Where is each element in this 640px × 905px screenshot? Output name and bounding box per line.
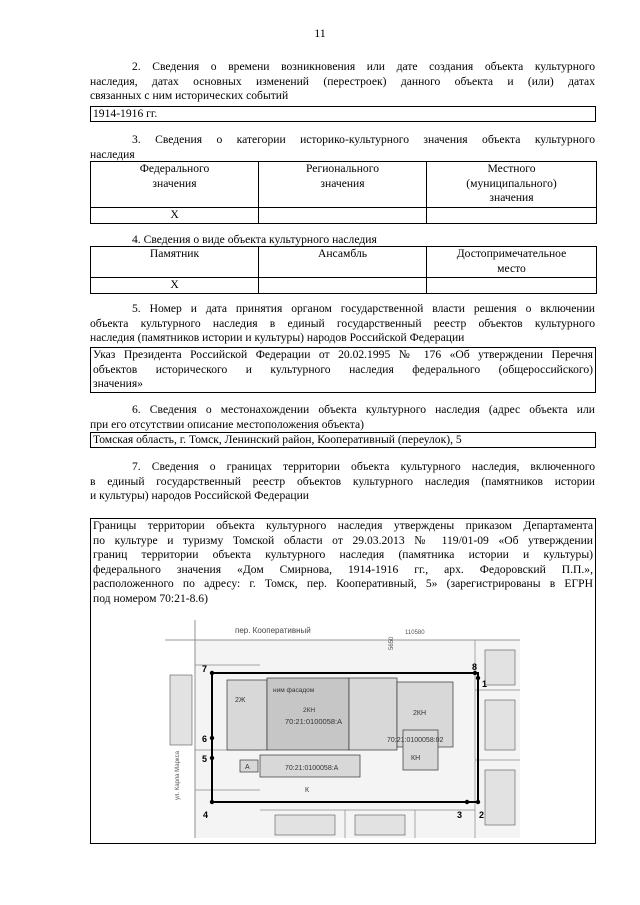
- section-7-box-line-5: расположенного по адресу: г. Томск, пер. Кооперативный, 5» (зарегистрированы в ЕГРН: [93, 577, 593, 591]
- map-side-street-label: ул. Карла Маркса: [175, 751, 181, 800]
- boundary-point-6: [210, 736, 214, 740]
- section-7-box-line-1: Границы территории объекта культурного наследия утверждены приказом Департамента: [93, 519, 593, 532]
- building-2zh: [227, 680, 267, 750]
- boundary-point-7: [210, 671, 214, 675]
- section-7-box-line-6: под номером 70:21-8.6): [93, 591, 208, 605]
- section-2-line-1: 2. Сведения о времени возникновения или дате создания объекта культурного: [132, 60, 595, 73]
- section-5-value-line-2: объектов исторического и культурного наследия федерального (общероссийского): [93, 362, 593, 376]
- map-top-number: 110580: [405, 630, 425, 636]
- section-6-line-1: 6. Сведения о местонахождении объекта культурного наследия (адрес объекта или: [132, 403, 595, 416]
- boundary-map: [165, 620, 520, 838]
- section-3-line-2: наследия: [90, 147, 135, 161]
- category-table: [90, 161, 597, 224]
- map-label-2zh: 2Ж: [235, 697, 246, 704]
- section-6-line-2: при его отсутствии описание местоположения объекта): [90, 417, 365, 431]
- point-label-1: 1: [482, 679, 488, 689]
- section-6-heading: [90, 403, 595, 432]
- section-6-value-box: [90, 432, 596, 448]
- map-main-label-2: 2КН: [303, 707, 316, 714]
- section-7-line-1: 7. Сведения о границах территории объекта культурного наследия, включенного: [132, 460, 595, 473]
- map-label-k: К: [305, 787, 310, 794]
- map-cadastral-bottom: 70:21:0100058:A: [285, 765, 339, 772]
- category-regional-header: Регионального значения: [259, 162, 427, 208]
- category-local-header: Местного (муниципального) значения: [427, 162, 597, 208]
- type-ensemble-header: Ансамбль: [259, 247, 427, 278]
- point-label-6: 6: [202, 734, 208, 744]
- point-label-8: 8: [472, 662, 478, 672]
- section-2-value-box: [90, 106, 596, 122]
- map-street-label: пер. Кооперативный: [235, 626, 311, 635]
- section-7-box-line-4: федерального значения «Дом Смирнова, 1914-1916 гг., арх. Федоровский П.П.»,: [93, 562, 593, 576]
- section-3-heading: [90, 133, 595, 162]
- section-2-line-3: связанных с ним исторических событий: [90, 89, 289, 103]
- section-2-line-2: наследия, датах основных изменений (перестроек) данного объекта и (или) датах: [90, 74, 595, 88]
- point-label-5: 5: [202, 754, 208, 764]
- type-monument-header: Памятник: [91, 247, 259, 278]
- section-7-box-line-2: по культуре и туризму Томской области от 29.03.2013 № 119/01-09 «Об утверждении: [93, 533, 593, 547]
- point-label-7: 7: [202, 664, 208, 674]
- category-federal-header: Федерального значения: [91, 162, 259, 208]
- section-2-value: 1914-1916 гг.: [93, 107, 158, 120]
- site-buildings: [227, 678, 453, 777]
- map-main-label-1: ним фасадом: [273, 687, 315, 694]
- section-7-line-2: в единый государственный реестр объектов культурного наследия (памятников истории: [90, 474, 595, 488]
- category-regional-mark: [259, 208, 427, 224]
- type-landmark-mark: [427, 278, 597, 294]
- boundary-point-3: [465, 800, 469, 804]
- type-ensemble-mark: [259, 278, 427, 294]
- boundary-point-4: [210, 800, 214, 804]
- map-label-2kn: 2КН: [413, 710, 427, 717]
- section-5-value-line-1: Указ Президента Российской Федерации от 20.02.1995 № 176 «Об утверждении Перечня: [93, 348, 593, 361]
- section-5-line-3: наследия (памятников истории и культуры) народов Российской Федерации: [90, 331, 465, 345]
- boundary-point-2: [476, 800, 480, 804]
- map-label-a: А: [245, 764, 250, 771]
- section-5-line-1: 5. Номер и дата принятия органом государственной власти решения о включении: [132, 302, 595, 315]
- type-table: [90, 246, 597, 294]
- map-vertical-number: 5650: [389, 636, 395, 650]
- boundary-point-5: [210, 756, 214, 760]
- category-federal-mark: Х: [91, 208, 259, 224]
- section-7-box-line-3: границ территории объекта культурного наследия (памятника истории и культуры): [93, 548, 593, 562]
- section-5-heading: [90, 302, 595, 346]
- section-7-line-3: и культуры) народов Российской Федерации: [90, 489, 310, 503]
- page-number: 11: [314, 26, 326, 40]
- boundary-point-1: [476, 676, 480, 680]
- map-label-kn: КН: [411, 755, 421, 762]
- section-4-line-1: 4. Сведения о виде объекта культурного наследия: [132, 233, 377, 246]
- point-label-2: 2: [479, 810, 485, 820]
- map-cadastral-right: 70:21:0100058:02: [387, 737, 444, 744]
- section-5-value-box: [90, 347, 596, 393]
- section-5-value-line-3: значения»: [93, 377, 143, 391]
- point-label-3: 3: [457, 810, 463, 820]
- section-7-heading: [90, 460, 595, 504]
- street-band: [165, 620, 520, 640]
- section-2-heading: [90, 60, 595, 104]
- section-3-line-1: 3. Сведения о категории историко-культурного значения объекта культурного: [132, 133, 595, 146]
- building-kn: [403, 730, 438, 770]
- type-landmark-header: Достопримечательное место: [427, 247, 597, 278]
- type-monument-mark: Х: [91, 278, 259, 294]
- point-label-4: 4: [203, 810, 209, 820]
- category-local-mark: [427, 208, 597, 224]
- section-6-value: Томская область, г. Томск, Ленинский район, Кооперативный (переулок), 5: [93, 433, 462, 446]
- section-5-line-2: объекта культурного наследия в единый государственный реестр объектов культурного: [90, 316, 595, 330]
- map-cadastral-main: 70:21:0100058:A: [285, 717, 343, 726]
